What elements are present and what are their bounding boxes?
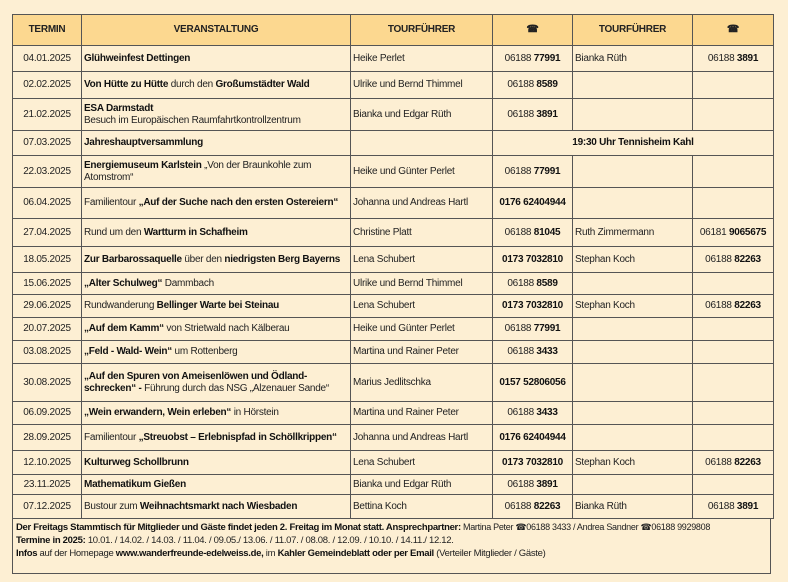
guide-name: Stephan Koch (575, 300, 635, 311)
guide-name: Ulrike und Bernd Thimmel (353, 277, 463, 289)
table-row (13, 273, 774, 295)
phone-2-cell (693, 318, 774, 341)
guide-name: Bianka und Edgar Rüth (353, 108, 452, 120)
guide-1-cell (351, 99, 493, 131)
phone-2-cell (693, 341, 774, 364)
date: 23.11.2025 (23, 478, 71, 490)
phone-prefix: 06188 (705, 456, 735, 468)
phone-1-cell (493, 99, 573, 131)
event-text: Bellinger Warte bei Steinau (156, 300, 280, 311)
phone-prefix: 06188 (705, 253, 735, 265)
guide-2-cell (573, 46, 693, 72)
phone-prefix: 06188 (504, 165, 534, 177)
guide-name: Heike und Günter Perlet (353, 165, 455, 177)
event-text: Von Hütte zu Hütte (84, 79, 169, 90)
phone-1-cell (493, 273, 573, 295)
date-cell (13, 425, 82, 451)
phone-2-cell (693, 364, 774, 402)
phone-1-cell (493, 475, 573, 495)
guide-2-cell (573, 247, 693, 273)
phone-2-cell (693, 402, 774, 425)
date-cell (13, 273, 82, 295)
phone-number: 0173 7032810 (502, 253, 563, 265)
guide-1-cell (351, 46, 493, 72)
date: 20.07.2025 (23, 323, 71, 334)
guide-2-cell (573, 273, 693, 295)
phone-prefix: 06188 (507, 478, 537, 490)
guide-name: Ruth Zimmermann (575, 226, 655, 238)
guide-2-cell (573, 341, 693, 364)
event-cell (82, 425, 351, 451)
event-text: niedrigsten Berg Bayerns (224, 253, 341, 265)
phone-2-cell (693, 247, 774, 273)
guide-1-cell (351, 318, 493, 341)
event-text: Rund um den (84, 226, 144, 238)
guide-1-cell (351, 495, 493, 519)
event-text: Jahreshauptversammlung (84, 137, 203, 148)
guide-2-cell (573, 451, 693, 475)
footer-termine: Termine in 2025: 10.01. / 14.02. / 14.03. / 11.04. / 09.05./ 13.06. / 11.07. / 08.08. / 12.09. / 10.10. / 14.11./ 12.12. (16, 535, 454, 546)
event-text: „Wein erwandern, Wein erleben“ (84, 407, 232, 418)
phone-2-cell (693, 188, 774, 219)
phone-number: 82263 (734, 300, 761, 311)
event-cell (82, 318, 351, 341)
guide-2-cell (573, 475, 693, 495)
footer-stammtisch: Der Freitags Stammtisch für Mitglieder und Gäste findet jeden 2. Freitag im Monat statt. Ansprechpartner: Martina Peter ☎06188 3433 / Andrea Sandner ☎06188 9929808 (16, 522, 711, 533)
event-text: „Alter Schulweg“ (84, 277, 163, 289)
table-row (13, 131, 774, 156)
guide-name: Lena Schubert (353, 253, 415, 265)
date-cell (13, 475, 82, 495)
event-cell (82, 156, 351, 188)
date-cell (13, 341, 82, 364)
date: 22.03.2025 (23, 165, 71, 177)
phone-2-cell (693, 495, 774, 519)
header-tourfuehrer-2: TOURFÜHRER (573, 15, 693, 46)
guide-name: Bianka Rüth (575, 500, 627, 512)
header-termin: TERMIN (13, 15, 82, 46)
phone-1-cell (493, 219, 573, 247)
phone-prefix: 06188 (507, 346, 537, 357)
guide-2-cell (573, 72, 693, 99)
date-cell (13, 495, 82, 519)
phone-prefix: 06188 (507, 108, 537, 120)
date: 04.01.2025 (23, 52, 71, 64)
guide-1-cell (351, 475, 493, 495)
phone-number: 0173 7032810 (502, 300, 563, 311)
phone-1-cell (493, 188, 573, 219)
phone-number: 77991 (533, 52, 561, 64)
table-row (13, 295, 774, 318)
table-row (13, 318, 774, 341)
phone-2-cell (693, 475, 774, 495)
guide-name: Johanna und Andreas Hartl (353, 197, 468, 208)
date-cell (13, 46, 82, 72)
header-veranstaltung: VERANSTALTUNG (82, 15, 351, 46)
phone-number: 77991 (533, 165, 561, 177)
date: 21.02.2025 (23, 108, 71, 120)
event-cell (82, 475, 351, 495)
phone-1-cell (493, 402, 573, 425)
date: 02.02.2025 (23, 79, 71, 90)
event-cell (82, 273, 351, 295)
table-row (13, 72, 774, 99)
event-cell (82, 188, 351, 219)
event-text: um Rottenberg (172, 346, 238, 357)
date-cell (13, 72, 82, 99)
event-cell (82, 295, 351, 318)
table-row (13, 247, 774, 273)
guide-name: Martina und Rainer Peter (353, 346, 459, 357)
event-text: Mathematikum Gießen (84, 478, 186, 490)
event-text: Weihnachtsmarkt nach Wiesbaden (139, 500, 298, 512)
event-text: „Streuobst – Erlebnispfad in Schöllkrippen“ (138, 431, 337, 443)
phone-number: 0176 62404944 (499, 197, 566, 208)
phone-number: 3891 (536, 108, 558, 120)
phone-2-cell (693, 219, 774, 247)
table-row (13, 46, 774, 72)
guide-2-cell (573, 156, 693, 188)
phone-2-cell (693, 425, 774, 451)
guide-1-cell (351, 364, 493, 402)
guide-2-cell (573, 495, 693, 519)
table-row (13, 475, 774, 495)
event-text: Großumstädter Wald (215, 79, 310, 90)
phone-number: 9065675 (728, 226, 767, 238)
phone-1-cell (493, 495, 573, 519)
guide-2-cell (573, 295, 693, 318)
guide-2-cell (573, 188, 693, 219)
phone-prefix: 06188 (504, 226, 534, 238)
phone-1-cell (493, 341, 573, 364)
event-cell (82, 131, 351, 156)
guide-2-cell (573, 425, 693, 451)
date: 03.08.2025 (23, 346, 71, 357)
event-text: Familientour (84, 197, 139, 208)
event-text: Rundwanderung (84, 300, 157, 311)
guide-1-cell (351, 247, 493, 273)
event-cell (82, 402, 351, 425)
footer-infos: Infos auf der Homepage www.wanderfreunde-edelweiss.de, im Kahler Gemeindeblatt oder per Email (Verteiler Mitglieder / Gäste) (16, 548, 546, 559)
table-row (13, 341, 774, 364)
date-cell (13, 219, 82, 247)
event-text: ESA Darmstadt (84, 102, 154, 114)
phone-number: 0176 62404944 (499, 431, 566, 443)
guide-name: Ulrike und Bernd Thimmel (353, 79, 463, 90)
event-cell (82, 219, 351, 247)
date-cell (13, 99, 82, 131)
table-row (13, 402, 774, 425)
guide-name: Bianka und Edgar Rüth (353, 478, 452, 490)
date: 06.04.2025 (23, 197, 71, 208)
guide-1-cell (351, 341, 493, 364)
guide-1-cell (351, 451, 493, 475)
phone-1-cell (493, 318, 573, 341)
phone-number: 3891 (736, 52, 759, 64)
phone-number: 8589 (536, 79, 558, 90)
guide-1-cell (351, 295, 493, 318)
table-row (13, 99, 774, 131)
guide-2-cell (573, 99, 693, 131)
date: 18.05.2025 (23, 253, 71, 265)
meeting-location (493, 131, 774, 156)
event-text: Besuch im Europäischen Raumfahrtkontrollzentrum (84, 114, 301, 126)
guide-2-cell (573, 219, 693, 247)
guide-2-cell (573, 364, 693, 402)
event-text: Energiemuseum Karlstein (84, 159, 202, 171)
guide-name: Lena Schubert (353, 300, 415, 311)
phone-1-cell (493, 72, 573, 99)
event-text: Wartturm in Schafheim (143, 226, 248, 238)
phone-number: 82263 (533, 500, 561, 512)
phone-prefix: 06188 (507, 277, 537, 289)
event-text: Führung durch das NSG „Alzenauer Sande“ (141, 382, 329, 394)
event-text: „Feld - Wald- Wein“ (84, 346, 173, 357)
guide-name: Marius Jedlitschka (353, 376, 431, 388)
table-row (13, 156, 774, 188)
phone-1-cell (493, 364, 573, 402)
event-text: Dammbach (162, 277, 214, 289)
phone-prefix: 06188 (504, 323, 534, 334)
event-text: „Auf der Suche nach den ersten Ostereiern“ (138, 197, 339, 208)
event-text: Bustour zum (84, 500, 140, 512)
phone-number: 3891 (536, 478, 558, 490)
date: 15.06.2025 (23, 277, 71, 289)
date-cell (13, 402, 82, 425)
guide-1-cell (351, 425, 493, 451)
phone-prefix: 06188 (507, 407, 537, 418)
date-cell (13, 188, 82, 219)
date-cell (13, 364, 82, 402)
guide-1-cell (351, 156, 493, 188)
phone-prefix: 06188 (705, 300, 735, 311)
date: 12.10.2025 (23, 456, 71, 468)
guide-cell (351, 131, 493, 156)
date-cell (13, 295, 82, 318)
phone-2-cell (693, 46, 774, 72)
phone-1-cell (493, 425, 573, 451)
date-cell (13, 156, 82, 188)
phone-number: 3891 (736, 500, 759, 512)
header-tourfuehrer-1: TOURFÜHRER (351, 15, 493, 46)
phone-number: 77991 (533, 323, 561, 334)
guide-2-cell (573, 318, 693, 341)
phone-2-cell (693, 451, 774, 475)
date: 29.06.2025 (23, 300, 71, 311)
phone-2-cell (693, 99, 774, 131)
phone-number: 3433 (536, 346, 558, 357)
date-cell (13, 131, 82, 156)
phone-2-cell (693, 156, 774, 188)
guide-name: Martina und Rainer Peter (353, 407, 459, 418)
phone-icon: ☎ (493, 15, 573, 46)
phone-2-cell (693, 295, 774, 318)
phone-number: 0173 7032810 (502, 456, 563, 468)
event-text: „Von der Braunkohle zum Atomstrom“ (84, 159, 312, 183)
meeting-text: 19:30 Uhr Tennisheim Kahl (572, 137, 694, 148)
phone-number: 8589 (536, 277, 558, 289)
event-cell (82, 495, 351, 519)
date-cell (13, 318, 82, 341)
guide-1-cell (351, 273, 493, 295)
event-text: „Auf den Spuren von Ameisenlöwen und Ödland-schrecken“ - (84, 370, 308, 394)
phone-number: 81045 (533, 226, 561, 238)
event-text: Familientour (84, 431, 139, 443)
date: 28.09.2025 (23, 431, 71, 443)
phone-1-cell (493, 247, 573, 273)
phone-prefix: 06188 (707, 500, 737, 512)
events-table (12, 14, 774, 519)
event-text: Zur Barbarossaquelle (84, 253, 182, 265)
table-row (13, 495, 774, 519)
guide-name: Lena Schubert (353, 456, 415, 468)
guide-name: Bettina Koch (353, 500, 407, 512)
phone-2-cell (693, 72, 774, 99)
event-cell (82, 99, 351, 131)
phone-prefix: 06188 (707, 52, 737, 64)
phone-number: 0157 52806056 (499, 376, 566, 388)
table-row (13, 188, 774, 219)
table-header-row (13, 15, 774, 46)
phone-1-cell (493, 46, 573, 72)
date-cell (13, 451, 82, 475)
event-cell (82, 46, 351, 72)
date: 07.12.2025 (23, 500, 71, 512)
event-cell (82, 341, 351, 364)
phone-number: 3433 (536, 407, 558, 418)
event-text: Glühweinfest Dettingen (84, 52, 191, 64)
phone-prefix: 06188 (504, 52, 534, 64)
event-text: „Auf dem Kamm“ (84, 323, 164, 334)
phone-number: 82263 (734, 456, 761, 468)
guide-1-cell (351, 219, 493, 247)
guide-1-cell (351, 402, 493, 425)
event-cell (82, 72, 351, 99)
table-row (13, 425, 774, 451)
guide-name: Heike Perlet (353, 52, 405, 64)
phone-1-cell (493, 295, 573, 318)
phone-icon: ☎ (693, 15, 774, 46)
phone-2-cell (693, 273, 774, 295)
event-text: in Hörstein (231, 407, 279, 418)
phone-prefix: 06181 (699, 226, 729, 238)
phone-prefix: 06188 (504, 500, 534, 512)
table-row (13, 219, 774, 247)
guide-1-cell (351, 72, 493, 99)
guide-name: Christine Platt (353, 226, 412, 238)
table-row (13, 451, 774, 475)
event-text: von Strietwald nach Kälberau (163, 323, 290, 334)
phone-1-cell (493, 156, 573, 188)
guide-name: Stephan Koch (575, 456, 635, 468)
phone-number: 82263 (734, 253, 761, 265)
date: 30.08.2025 (23, 376, 71, 388)
footer-info (12, 518, 771, 574)
table-row (13, 364, 774, 402)
phone-1-cell (493, 451, 573, 475)
date: 07.03.2025 (23, 137, 71, 148)
guide-2-cell (573, 402, 693, 425)
date-cell (13, 247, 82, 273)
date: 27.04.2025 (23, 226, 71, 238)
event-cell (82, 451, 351, 475)
event-text: durch den (168, 79, 216, 90)
date: 06.09.2025 (23, 407, 71, 418)
guide-name: Bianka Rüth (575, 52, 627, 64)
homepage-link[interactable]: www.wanderfreunde-edelweiss.de, (115, 548, 264, 559)
guide-name: Johanna und Andreas Hartl (353, 431, 468, 443)
event-cell (82, 247, 351, 273)
guide-name: Stephan Koch (575, 253, 635, 265)
event-text: über den (181, 253, 225, 265)
guide-name: Heike und Günter Perlet (353, 323, 455, 334)
event-text: Kulturweg Schollbrunn (84, 456, 189, 468)
event-cell (82, 364, 351, 402)
guide-1-cell (351, 188, 493, 219)
phone-prefix: 06188 (507, 79, 537, 90)
